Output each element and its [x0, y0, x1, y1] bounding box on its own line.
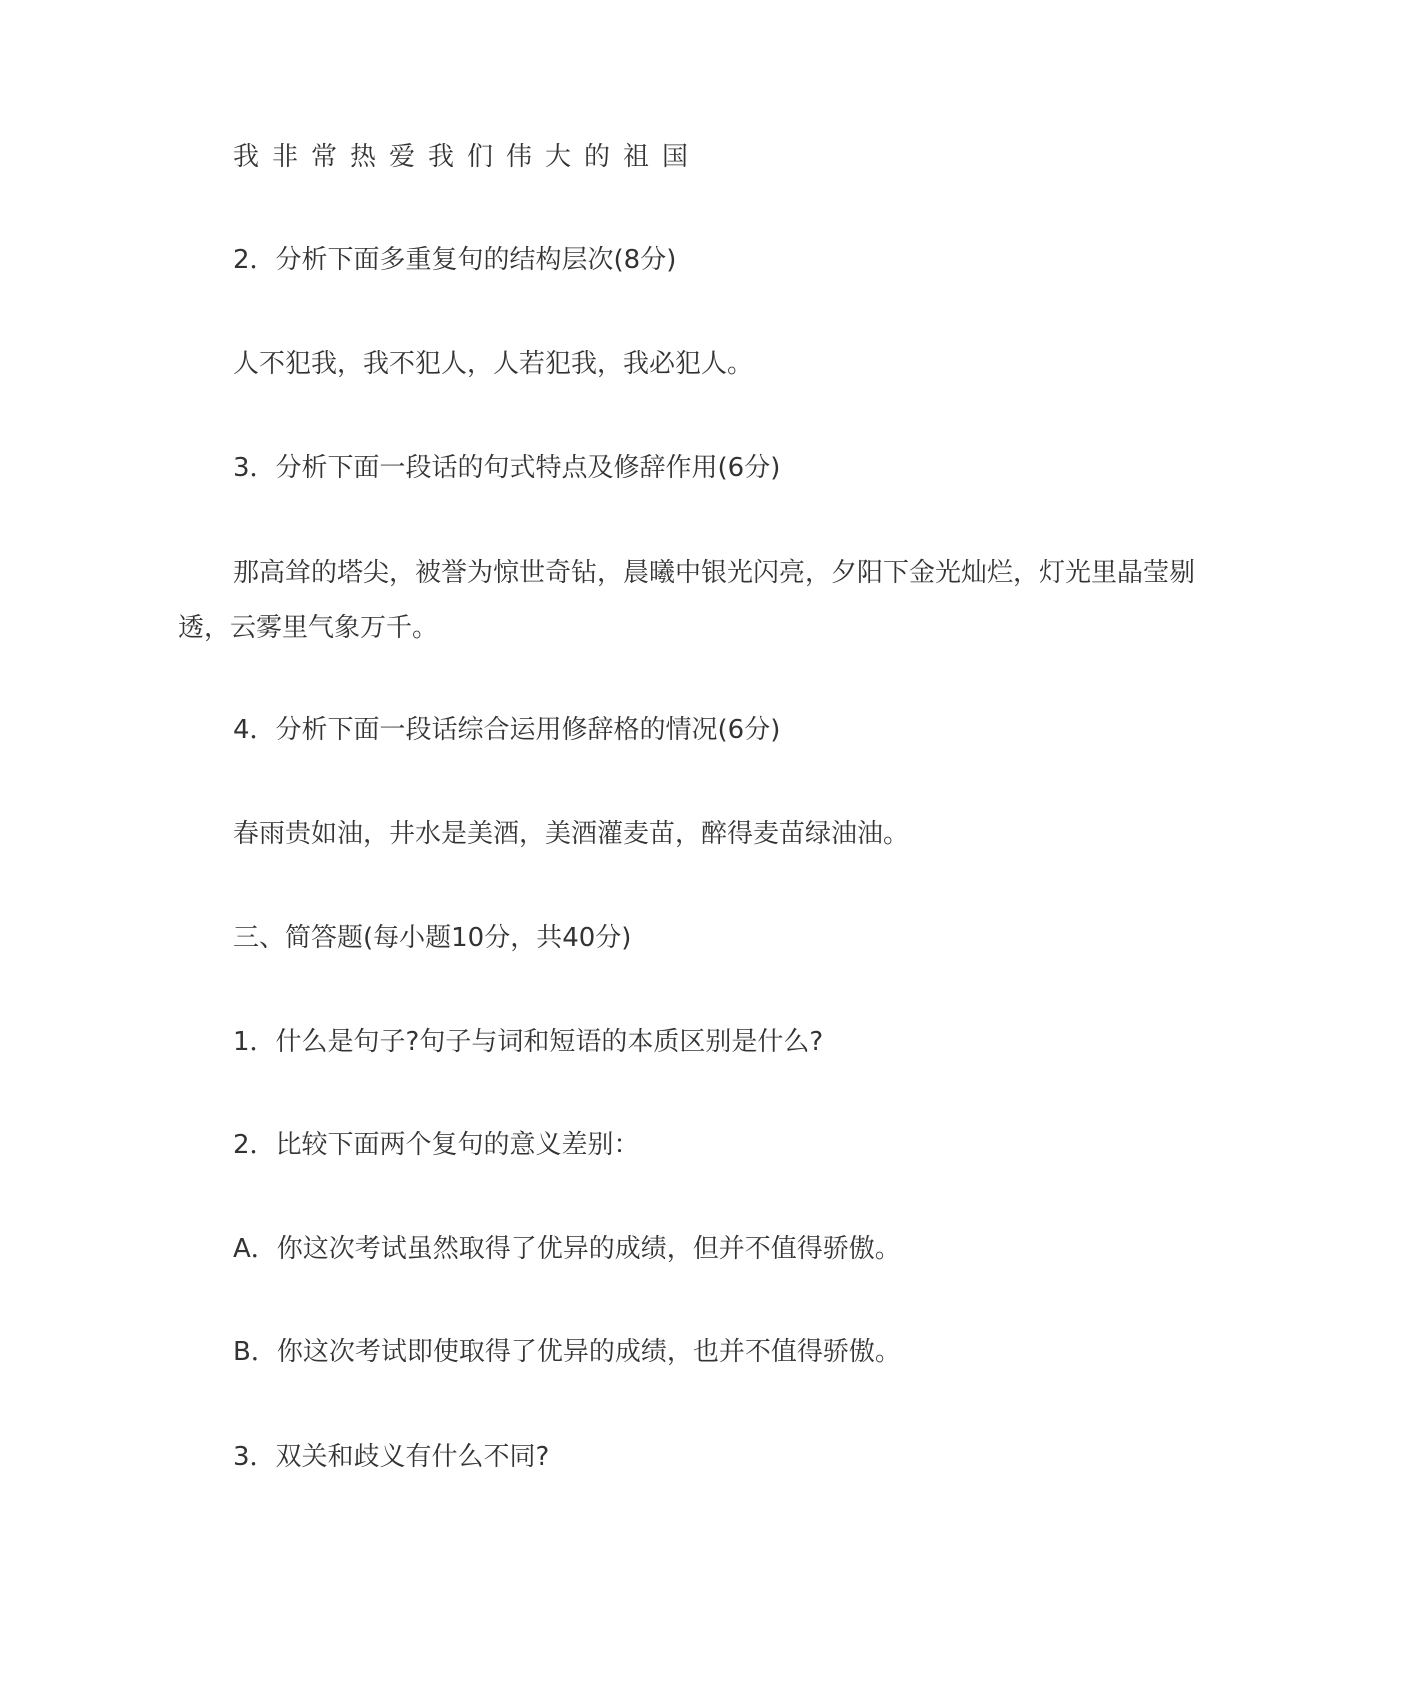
question-4-figures: 4．分析下面一段话综合运用修辞格的情况(6分) — [233, 715, 781, 745]
spring-rain-passage: 春雨贵如油，井水是美酒，美酒灌麦苗，醉得麦苗绿油油。 — [233, 819, 910, 849]
section-3-heading: 三、简答题(每小题10分，共40分) — [233, 923, 632, 953]
short-answer-3: 3．双关和歧义有什么不同? — [233, 1442, 550, 1472]
sentence-example: 我非常热爱我们伟大的祖国 — [233, 142, 702, 172]
tower-passage: 那高耸的塔尖，被誉为惊世奇钻，晨曦中银光闪亮，夕阳下金光灿烂，灯光里晶莹剔透，云雾里气象万千。 — [178, 558, 1196, 643]
short-answer-1: 1．什么是句子?句子与词和短语的本质区别是什么? — [233, 1027, 824, 1057]
short-answer-2: 2．比较下面两个复句的意义差别： — [233, 1130, 640, 1160]
question-2-structure: 2．分析下面多重复句的结构层次(8分) — [233, 245, 677, 275]
option-a: A．你这次考试虽然取得了优异的成绩，但并不值得骄傲。 — [233, 1234, 901, 1264]
complex-sentence-example: 人不犯我，我不犯人，人若犯我，我必犯人。 — [233, 349, 754, 379]
option-b: B．你这次考试即使取得了优异的成绩，也并不值得骄傲。 — [233, 1337, 901, 1367]
question-3-rhetoric: 3．分析下面一段话的句式特点及修辞作用(6分) — [233, 453, 781, 483]
